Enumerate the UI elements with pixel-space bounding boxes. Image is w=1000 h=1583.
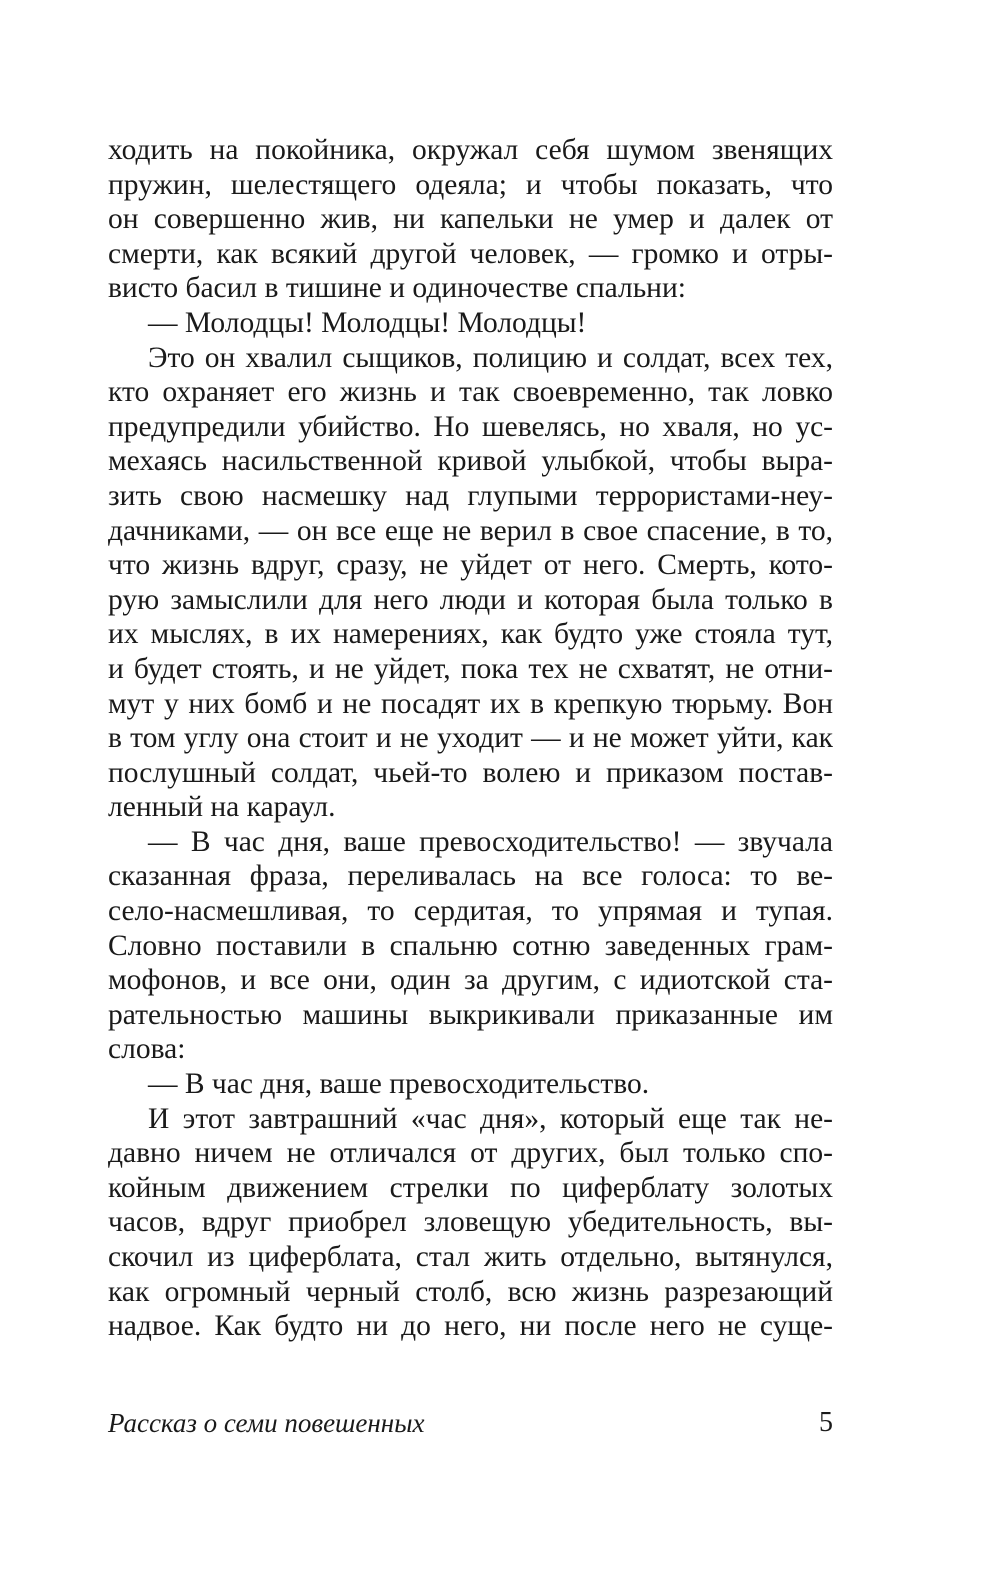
page-number: 5	[819, 1407, 833, 1438]
text-line: надвое. Как будто ни до него, ни после него не суще-	[108, 1310, 833, 1343]
text-line: рую замыслили для него люди и которая была только в	[108, 583, 833, 616]
text-line: и будет стоять, и не уйдет, пока тех не схватят, не отни-	[108, 652, 833, 685]
text-line: ленный на караул.	[108, 791, 336, 824]
text-line: в том углу она стоит и не уходит — и не может уйти, как	[108, 722, 833, 755]
text-line: — Молодцы! Молодцы! Молодцы!	[148, 306, 587, 339]
text-line: послушный солдат, чьей-то волею и приказом постав-	[108, 756, 833, 789]
text-line: как огромный черный столб, всю жизнь разрезающий	[108, 1275, 833, 1308]
text-line: И этот завтрашний «час дня», который еще так не-	[148, 1102, 833, 1135]
text-line: предупредили убийство. Но шевелясь, но хваля, но ус-	[108, 410, 833, 443]
text-line: часов, вдруг приобрел зловещую убедительность, вы-	[108, 1206, 833, 1239]
text-line: сказанная фраза, переливалась на все голоса: то ве-	[108, 860, 833, 893]
text-line: дачниками, — он все еще не верил в свое спасение, в то,	[108, 514, 833, 547]
text-line: Это он хвалил сыщиков, полицию и солдат, всех тех,	[148, 341, 833, 374]
page-footer	[108, 1403, 833, 1443]
text-line: мофонов, и все они, один за другим, с идиотской ста-	[108, 964, 833, 997]
text-line: слова:	[108, 1033, 186, 1066]
text-line: рательностью машины выкрикивали приказанные им	[108, 998, 833, 1031]
running-title: Рассказ о семи повешенных	[108, 1408, 425, 1438]
text-line: кто охраняет его жизнь и так своевременно, так ловко	[108, 376, 833, 409]
text-line: смерти, как всякий другой человек, — громко и отры-	[108, 237, 833, 270]
text-line: мут у них бомб и не посадят их в крепкую тюрьму. Вон	[108, 687, 833, 720]
text-line: койным движением стрелки по циферблату золотых	[108, 1171, 833, 1204]
text-line: он совершенно жив, ни капельки не умер и далек от	[108, 203, 833, 236]
text-line: висто басил в тишине и одиночестве спальни:	[108, 272, 686, 305]
text-line: давно ничем не отличался от других, был только спо-	[108, 1137, 833, 1170]
text-line: — В час дня, ваше превосходительство.	[148, 1068, 650, 1101]
text-line: мехаясь насильственной кривой улыбкой, чтобы выра-	[108, 445, 833, 478]
text-line: их мыслях, в их намерениях, как будто уже стояла тут,	[108, 618, 833, 651]
text-line: что жизнь вдруг, сразу, не уйдет от него. Смерть, кото-	[108, 549, 833, 582]
text-line: — В час дня, ваше превосходительство! — звучала	[148, 825, 833, 858]
text-line: ходить на покойника, окружал себя шумом звенящих	[108, 134, 833, 166]
text-line: зить свою насмешку над глупыми террористами-неу-	[108, 479, 833, 512]
text-line: пружин, шелестящего одеяла; и чтобы показать, что	[108, 168, 833, 201]
text-line: скочил из циферблата, стал жить отдельно, вытянулся,	[108, 1241, 833, 1273]
text-line: село-насмешливая, то сердитая, то упрямая и тупая.	[108, 895, 833, 928]
text-line: Словно поставили в спальню сотню заведенных грам-	[108, 929, 833, 962]
body-text	[108, 133, 833, 1344]
